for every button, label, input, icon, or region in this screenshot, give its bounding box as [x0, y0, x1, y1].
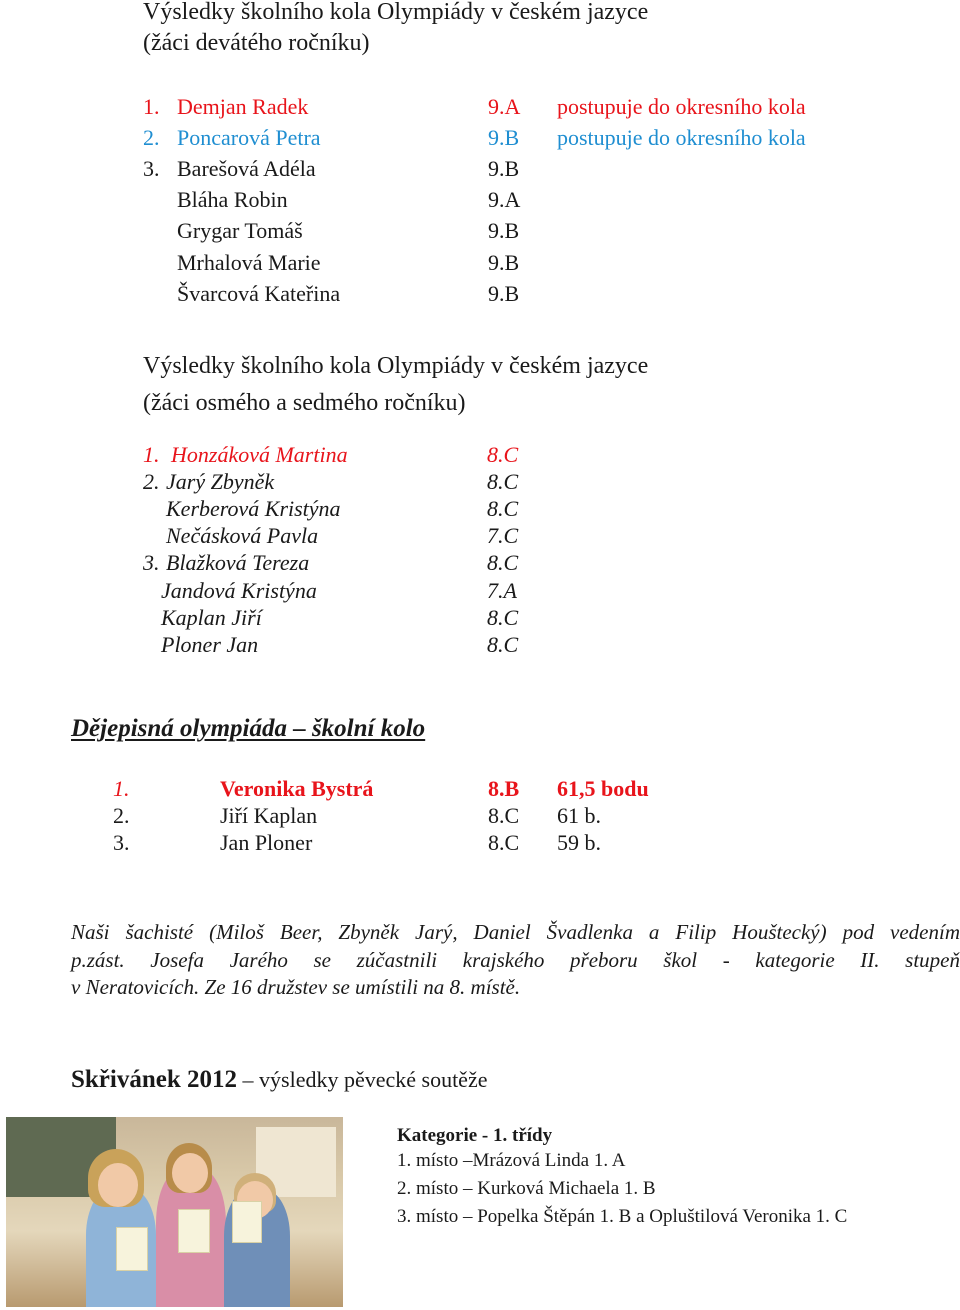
- s3-name-1: Veronika Bystrá: [220, 776, 374, 801]
- s1-name-6: Mrhalová Marie: [177, 250, 321, 275]
- skrivanek-title-bold: Skřivánek 2012: [71, 1066, 238, 1093]
- s3-score-3: 59 b.: [557, 830, 601, 855]
- s1-class-2: 9.B: [488, 125, 520, 150]
- chess-line-2: p.zást. Josefa Jarého se zúčastnili krajského přeboru škol - kategorie II. stupeň: [71, 948, 960, 972]
- s2-class-8: 8.C: [487, 632, 519, 657]
- s1-name-1: Demjan Radek: [177, 94, 309, 119]
- s1-class-4: 9.A: [488, 187, 521, 212]
- photo-diploma-2: [178, 1209, 210, 1253]
- skrivanek-title: [71, 1067, 487, 1092]
- s2-class-7: 8.C: [487, 605, 519, 630]
- section1-title-line1: Výsledky školního kola Olympiády v českém jazyce: [143, 0, 649, 25]
- skrivanek-title-rest: – výsledky pěvecké soutěže: [237, 1067, 488, 1092]
- s2-rank-1: 1.: [143, 442, 160, 467]
- s2-name-5: Blažková Tereza: [166, 550, 310, 575]
- s2-name-2: Jarý Zbyněk: [166, 469, 275, 494]
- s1-rank-2: 2.: [143, 125, 160, 150]
- section2-title-line2: (žáci osmého a sedmého ročníku): [143, 390, 466, 416]
- s1-class-6: 9.B: [488, 250, 520, 275]
- photo-child-1-head: [98, 1163, 138, 1207]
- s2-class-6: 7.A: [487, 578, 517, 603]
- s3-score-1: 61,5 bodu: [557, 776, 649, 801]
- s2-class-1: 8.C: [487, 442, 519, 467]
- s1-rank-1: 1.: [143, 94, 160, 119]
- s1-note-1: postupuje do okresního kola: [557, 94, 806, 119]
- s3-rank-3: 3.: [113, 830, 130, 855]
- section2-title-line1: Výsledky školního kola Olympiády v českém jazyce: [143, 353, 649, 379]
- s2-class-3: 8.C: [487, 496, 519, 521]
- chess-line-1: Naši šachisté (Miloš Beer, Zbyněk Jarý, Daniel Švadlenka a Filip Houštecký) pod vedením: [71, 920, 960, 944]
- s3-class-2: 8.C: [488, 803, 520, 828]
- s1-name-3: Barešová Adéla: [177, 156, 316, 181]
- photo-child-2-head: [172, 1153, 208, 1193]
- s3-class-3: 8.C: [488, 830, 520, 855]
- s1-name-4: Bláha Robin: [177, 187, 288, 212]
- s1-class-7: 9.B: [488, 281, 520, 306]
- photo-diploma-1: [116, 1227, 148, 1271]
- s2-rank-5: 3.: [143, 550, 160, 575]
- s3-class-1: 8.B: [488, 776, 520, 801]
- s1-name-2: Poncarová Petra: [177, 125, 321, 150]
- skrivanek-category: Kategorie - 1. třídy: [397, 1125, 553, 1146]
- chess-line-3: v Neratovicích. Ze 16 družstev se umístili na 8. místě.: [71, 975, 521, 999]
- s3-score-2: 61 b.: [557, 803, 601, 828]
- s1-name-7: Švarcová Kateřina: [177, 281, 341, 306]
- s2-name-7: Kaplan Jiří: [161, 605, 262, 630]
- s3-rank-2: 2.: [113, 803, 130, 828]
- s2-rank-2: 2.: [143, 469, 160, 494]
- section3-title: Dějepisná olympiáda – školní kolo: [71, 715, 426, 742]
- s3-rank-1: 1.: [113, 776, 130, 801]
- skrivanek-item-1: 1. místo –Mrázová Linda 1. A: [397, 1150, 626, 1171]
- skrivanek-item-2: 2. místo – Kurková Michaela 1. B: [397, 1178, 656, 1199]
- photo-diploma-3: [232, 1201, 262, 1243]
- children-photo: [6, 1117, 343, 1307]
- s2-class-2: 8.C: [487, 469, 519, 494]
- skrivanek-item-3: 3. místo – Popelka Štěpán 1. B a Opluštilová Veronika 1. C: [397, 1206, 848, 1227]
- s1-name-5: Grygar Tomáš: [177, 218, 303, 243]
- s1-note-2: postupuje do okresního kola: [557, 125, 806, 150]
- section1-title-line2: (žáci devátého ročníku): [143, 30, 370, 56]
- s2-name-3: Kerberová Kristýna: [166, 496, 341, 521]
- s2-name-4: Nečásková Pavla: [166, 523, 319, 548]
- s1-class-1: 9.A: [488, 94, 521, 119]
- s2-class-5: 8.C: [487, 550, 519, 575]
- s3-name-2: Jiří Kaplan: [220, 803, 318, 828]
- s1-class-5: 9.B: [488, 218, 520, 243]
- s2-name-8: Ploner Jan: [161, 632, 259, 657]
- s1-rank-3: 3.: [143, 156, 160, 181]
- s1-class-3: 9.B: [488, 156, 520, 181]
- s2-name-6: Jandová Kristýna: [161, 578, 317, 603]
- s2-class-4: 7.C: [487, 523, 519, 548]
- s3-name-3: Jan Ploner: [220, 830, 313, 855]
- s2-name-1: Honzáková Martina: [171, 442, 348, 467]
